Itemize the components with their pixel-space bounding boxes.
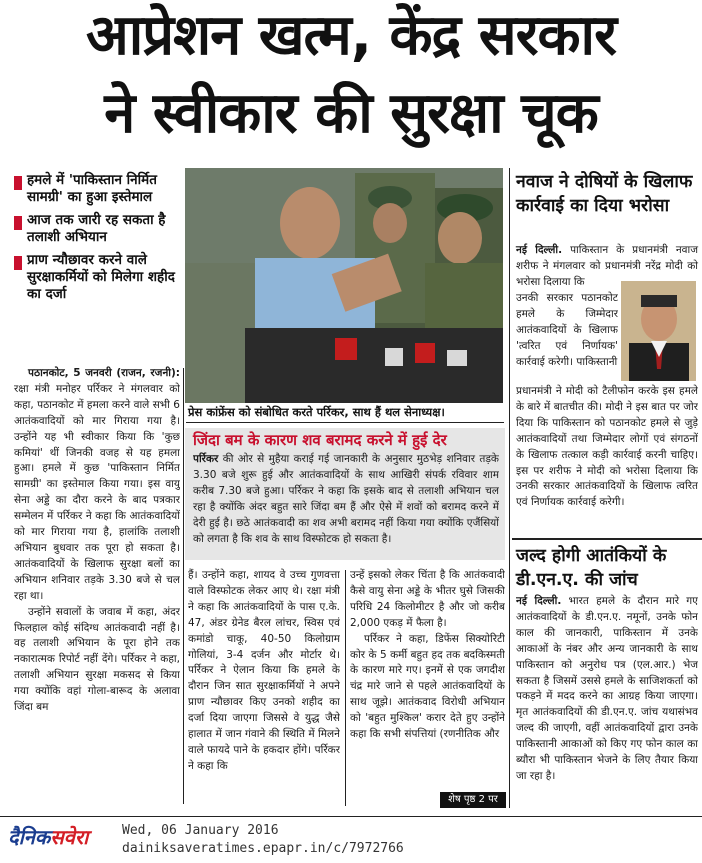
footer-rule [0, 816, 702, 817]
edition-url[interactable]: dainiksaveratimes.epapr.in/c/7972766 [122, 841, 404, 856]
column-divider [509, 168, 510, 808]
main-story-column-3: उन्हें इसको लेकर चिंता है कि आतंकवादी कैसे वायु सेना अड्डे के भीतर घुसे जिसकी परिधि 24 किलोमीटर है और जो करीब 2,000 एकड़ में फैला है। पर्रिकर ने कहा, डिफेंस सिक्योरिटी कोर के 5 कर्मी बहुत हद तक बदकिस्मती के कारण मारे गए। इनमें से एक जगदीश चंद्र मारे जाने से पहले आतंकवादियों के साथ जूझे। आतंकवाद विरोधी अभियान को 'बहुत मुश्किल' करार देते हुए उन्होंने कहा कि सभी संपत्तियां (रणनीतिक और [350, 569, 505, 741]
continued-tag[interactable]: शेष पृष्ठ 2 पर [440, 792, 506, 808]
main-story-p2: उन्होंने सवालों के जवाब में कहा, अंदर फिलहाल कोई संदिग्ध आतंकवादी नहीं है। वह तलाशी अभियान के पूरा होने तक नकारात्मक रिपोर्ट नहीं देंगे। पर्रिकर ने कहा, तलाशी अभियान सुरक्षा मकसद से किया गया क्योंकि वहां गोला-बारूद के अलावा जिंदा बम [14, 605, 180, 714]
newspaper-logo: दैनिकसवेरा [8, 825, 89, 849]
nawaz-sharif-photo [621, 281, 696, 381]
main-story-p1: रक्षा मंत्री मनोहर पर्रिकर ने मंगलवार को कहा, पठानकोट में हमला करने वाले सभी 6 आतंकवादियों को मार गिराया गया है। उन्होंने यह भी स्वीकार किया कि 'कुछ कमियां' थीं जिनकी वजह से यह हमला हुआ। हमले में कुछ 'पाकिस्तान निर्मित सामग्री' का इस्तेमाल किया गया। इस वायु सेना अड्डे का दौरा करने के बाद पत्रकार सम्मेलन में पर्रिकर ने कहा कि आतंकवादियों को मार गिराया गया है, हालांकि तलाशी अभियान बुधवार तक पूरा हो सकता है। आतंकवादियों के खिलाफ सुरक्षा बलों का अभियान शनिवार तड़के 3.30 बजे से चल रहा था। [14, 382, 180, 602]
right-bottom-body: नई दिल्ली. भारत हमले के दौरान मारे गए आतंकवादियों के डी.एन.ए. नमूनों, उनके फोन काल की जानकारी, पाकिस्तान में उनके आकाओं के नंबर और अन्य जानकारी के साथ पाकिस्तान को अनुरोध पत्र (एल.आर.) भेज सकता है जिसमें उससे हमले के साजिशकर्ता को पकड़ने में मदद करने का आग्रह किया जाएगा। मृत आतंकवादियों की डी.एन.ए. जांच यथासंभव जल्द की जाएगी, वहीं आतंकवादियों द्वारा उनके पाकिस्तानी आकाओं को किए गए फोन काल का ब्यौरा भी पाकिस्तान भेजने के लिए तैयार किया जा रहा है। [516, 595, 698, 782]
right-top-body: प्रधानमंत्री ने मोदी को टैलीफोन करके इस हमले के बारे में बातचीत की। मोदी ने इस बात पर जोर दिया कि पाकिस्तान को पठानकोट हमले से जुड़े आतंकवादियों तथा जिम्मेदार लोगों एवं संगठनों के खिलाफ तत्काल कड़ी कार्रवाई करनी चाहिए। इस पर शरीफ ने मोदी को भरोसा दिलाया कि उनकी सरकार आतंकवादियों के खिलाफ त्वरित एवं निर्णायक कार्रवाई करेगी। [516, 385, 698, 509]
main-story-column-1 [14, 366, 180, 806]
highlights-list [14, 172, 184, 309]
red-bullet-icon [14, 256, 22, 270]
column-divider [183, 368, 184, 804]
main-story-column-2: हैं। उन्होंने कहा, शायद वे उच्च गुणवत्ता वाले विस्फोटक लेकर आए थे। रक्षा मंत्री ने कहा कि आतंकवादियों के पास ए.के. 47, अंडर ग्रेनेड बैरल लांचर, स्विस एवं कमांडो चाकू, 40-50 किलोग्राम गोलियां, 3-4 दर्जन और मोर्टार थे। पर्रिकर ने ऐलान किया कि हमले के दौरान जिन सात सुरक्षाकर्मियों ने अपने प्राण न्यौछावर किए उनको शहीद का दर्जा दिया जाएगा जिससे वे युद्ध जैसे हालात में जान गंवाने की स्थिति में मिलने वाले फायदे पाने के हकदार होंगे। पर्रिकर ने कहा कि [188, 569, 340, 772]
sidebar-story-lead: पर्रिकर [193, 453, 219, 465]
red-bullet-icon [14, 176, 22, 190]
sidebar-story-body: पर्रिकर की ओर से मुहैया कराई गई जानकारी के अनुसार मुठभेड़ शनिवार तड़के 3.30 बजे शुरू हुई और आतंकवादियों के साथ आखिरी संपर्क रविवार शाम करीब 7.30 बजे हुआ। पर्रिकर ने कहा कि इसके बाद से तलाशी अभियान चल रहा है क्योंकि अंदर बहुत सारे जिंदा बम हैं और ऐसे में शवों को बरामद करने में देरी हुई है। छठे आतंकवादी का शव अभी बरामद नहीं किया गया क्योंकि एजैंसियों को लगता है कि शव के साथ विस्फोटक हो सकता है। [193, 453, 499, 545]
right-top-wrap-text: उनकी सरकार पठानकोट हमले के जिम्मेदार आतंकवादियों के खिलाफ 'त्वरित एवं निर्णायक' कार्रवाई करेगी। पाकिस्तानी [516, 292, 618, 368]
highlight-item: आज तक जारी रह सकता है तलाशी अभियान [14, 212, 184, 246]
press-conference-photo [185, 168, 503, 403]
right-top-heading: नवाज ने दोषियों के खिलाफ कार्रवाई का दिया भरोसा [516, 172, 693, 216]
section-rule [512, 538, 702, 540]
highlight-item: प्राण न्यौछावर करने वाले सुरक्षाकर्मियों को मिलेगा शहीद का दर्जा [14, 252, 184, 303]
red-bullet-icon [14, 216, 22, 230]
highlight-item: हमले में 'पाकिस्तान निर्मित सामग्री' का हुआ इस्तेमाल [14, 172, 184, 206]
edition-date: Wed, 06 January 2016 [122, 823, 279, 838]
right-bottom-heading: जल्द होगी आतंकियों के डी.एन.ए. की जांच [516, 546, 667, 590]
right-top-intro: नई दिल्ली. पाकिस्तान के प्रधानमंत्री नवाज शरीफ ने मंगलवार को प्रधानमंत्री नरेंद्र मोदी को भरोसा दिलाया कि [516, 244, 698, 288]
headline-line-2: ने स्वीकार की सुरक्षा चूक [104, 81, 598, 146]
caption-rule [186, 422, 504, 423]
headline-line-1: आप्रेशन खत्म, केंद्र सरकार [86, 3, 616, 68]
main-dateline: पठानकोट, 5 जनवरी (राजन, रजनी): [28, 367, 180, 379]
photo-caption: प्रेस कांफ्रेंस को संबोधित करते पर्रिकर, साथ हैं थल सेनाध्यक्ष। [188, 405, 445, 419]
column-divider [345, 570, 346, 806]
sidebar-story-heading: जिंदा बम के कारण शव बरामद करने में हुई देर [193, 431, 447, 449]
